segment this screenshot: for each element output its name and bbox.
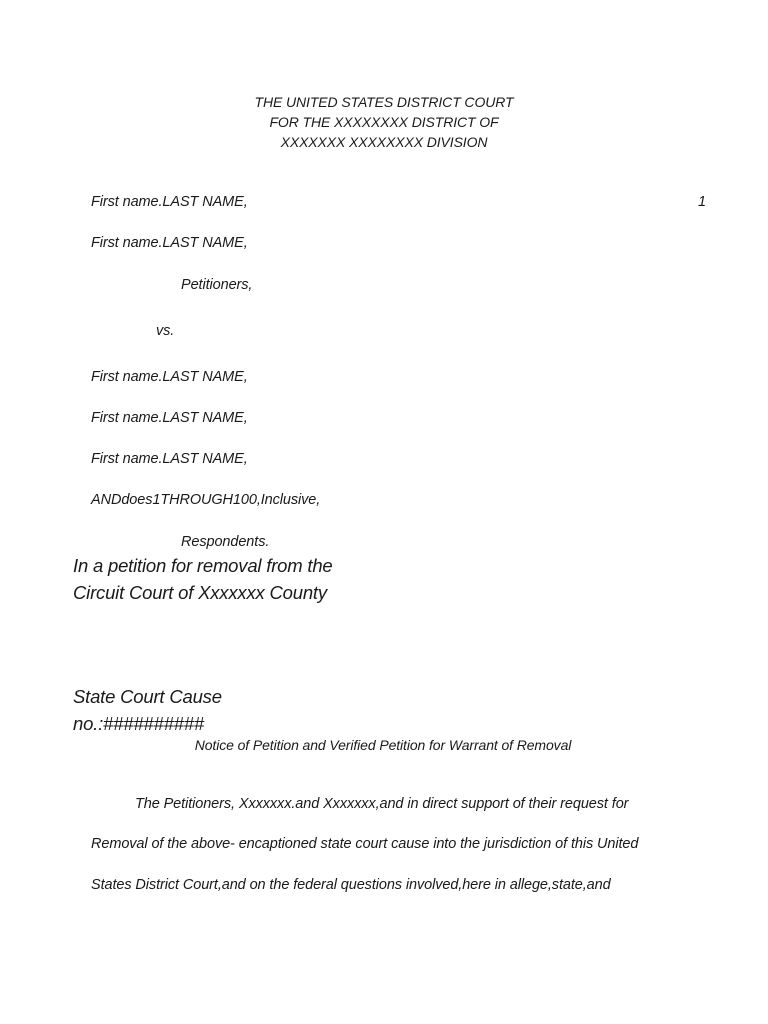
respondents-label: Respondents.: [181, 534, 270, 550]
respondent-name-3: First name.LAST NAME,: [91, 451, 248, 467]
body-paragraph-line-1: The Petitioners, Xxxxxxx.and Xxxxxxx,and in direct support of their request for: [135, 796, 629, 812]
removal-heading: In a petition for removal from the Circuit Court of Xxxxxxx County: [73, 555, 333, 603]
page-number: 1: [698, 194, 706, 210]
petitioners-label: Petitioners,: [181, 277, 253, 293]
respondent-name-1: First name.LAST NAME,: [91, 369, 248, 385]
versus-label: vs.: [156, 323, 175, 339]
body-paragraph-line-3: States District Court,and on the federal questions involved,here in allege,state,and: [91, 877, 611, 893]
notice-title: Notice of Petition and Verified Petition for Warrant of Removal: [194, 737, 572, 753]
petitioner-name-1: First name.LAST NAME,: [91, 194, 248, 210]
state-court-cause-heading: State Court Cause no.:##########: [73, 686, 222, 734]
court-header-line-1: THE UNITED STATES DISTRICT COURT: [254, 94, 514, 110]
court-header-line-2: FOR THE XXXXXXXX DISTRICT OF: [269, 114, 499, 130]
respondent-name-2: First name.LAST NAME,: [91, 410, 248, 426]
petitioner-name-2: First name.LAST NAME,: [91, 235, 248, 251]
body-paragraph-line-2: Removal of the above- encaptioned state court cause into the jurisdiction of this United: [91, 836, 639, 852]
court-header-line-3: XXXXXXX XXXXXXXX DIVISION: [280, 134, 488, 150]
does-inclusive-line: ANDdoes1THROUGH100,Inclusive,: [91, 492, 321, 508]
